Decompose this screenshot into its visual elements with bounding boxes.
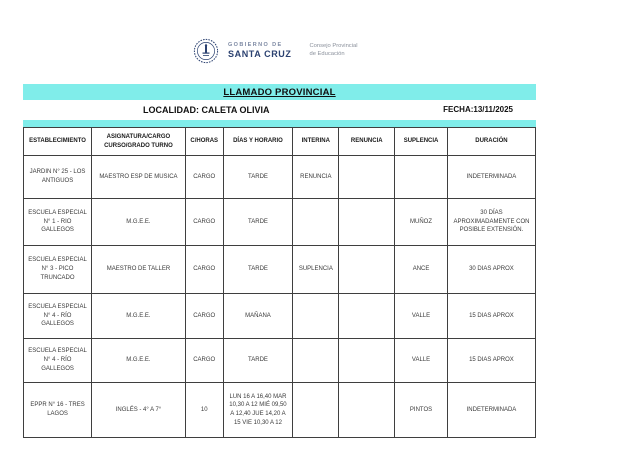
table-cell: 10: [185, 383, 223, 438]
column-header-c-horas: C/HORAS: [185, 128, 223, 156]
table-cell: INDETERMINADA: [447, 383, 535, 438]
column-header-establecimiento: ESTABLECIMIENTO: [24, 128, 92, 156]
table-cell: VALLE: [395, 339, 448, 383]
table-cell: [339, 294, 395, 339]
table-cell: CARGO: [185, 199, 223, 246]
table-cell: [339, 246, 395, 294]
table-cell: [339, 199, 395, 246]
table-cell: MAESTRO ESP DE MUSICA: [92, 156, 186, 199]
table-row: [24, 294, 536, 339]
table-row: [24, 383, 536, 438]
consejo-line1: Consejo Provincial: [309, 43, 358, 50]
table-cell: [293, 339, 339, 383]
table-cell: CARGO: [185, 156, 223, 199]
table-row: [24, 156, 536, 199]
table-cell: TARDE: [223, 199, 293, 246]
column-header-suplencia: SUPLENCIA: [395, 128, 448, 156]
table-cell: ESCUELA ESPECIAL N° 4 - RÍO GALLEGOS: [24, 339, 92, 383]
table-header-row: [24, 128, 536, 156]
subheader-row: [23, 100, 536, 120]
santa-cruz-label: SANTA CRUZ: [228, 49, 292, 60]
table-body: [24, 156, 536, 438]
table-cell: PINTOS: [395, 383, 448, 438]
table-cell: ESCUELA ESPECIAL N° 1 - RIO GALLEGOS: [24, 199, 92, 246]
table-cell: JARDIN N° 25 - LOS ANTIGUOS: [24, 156, 92, 199]
column-header-dias-y-horario: DÍAS Y HORARIO: [223, 128, 293, 156]
table-cell: SUPLENCIA: [293, 246, 339, 294]
table-cell: ESCUELA ESPECIAL N° 4 - RÍO GALLEGOS: [24, 294, 92, 339]
table-cell: [293, 383, 339, 438]
column-header-asignatura-cargo-curso-grado-turno: ASIGNATURA/CARGO CURSO/GRADO TURNO: [92, 128, 186, 156]
table-cell: ESCUELA ESPECIAL N° 3 - PICO TRUNCADO: [24, 246, 92, 294]
table-cell: EPPR N° 16 - TRES LAGOS: [24, 383, 92, 438]
table-cell: [339, 339, 395, 383]
table-cell: [339, 383, 395, 438]
table-cell: [395, 156, 448, 199]
table-cell: TARDE: [223, 156, 293, 199]
table-cell: 15 DIAS APROX: [447, 339, 535, 383]
column-header-renuncia: RENUNCIA: [339, 128, 395, 156]
table-cell: VALLE: [395, 294, 448, 339]
table-cell: LUN 16 A 16,40 MAR 10,30 A 12 MIÉ 09,50 A 12,40 JUE 14,20 A 15 VIE 10,30 A 12: [223, 383, 293, 438]
table-cell: 30 DIAS APROX: [447, 246, 535, 294]
table-cell: 15 DIAS APROX: [447, 294, 535, 339]
column-header-interina: INTERINA: [293, 128, 339, 156]
table-row: [24, 339, 536, 383]
table-cell: MAÑANA: [223, 294, 293, 339]
table-cell: TARDE: [223, 246, 293, 294]
table-cell: M.G.E.E.: [92, 199, 186, 246]
table-cell: CARGO: [185, 294, 223, 339]
title-band: [23, 84, 536, 100]
table-row: [24, 246, 536, 294]
table-row: [24, 199, 536, 246]
table-cell: INDETERMINADA: [447, 156, 535, 199]
table-cell: CARGO: [185, 339, 223, 383]
table-cell: [293, 294, 339, 339]
table-cell: ANCE: [395, 246, 448, 294]
table-cell: [339, 156, 395, 199]
government-logo: [193, 38, 358, 64]
table-cell: TARDE: [223, 339, 293, 383]
table-cell: CARGO: [185, 246, 223, 294]
table-cell: M.G.E.E.: [92, 294, 186, 339]
gobierno-de-label: GOBIERNO DE: [228, 41, 283, 48]
page-title: LLAMADO PROVINCIAL: [223, 86, 336, 98]
santa-cruz-crest-icon: [193, 38, 219, 64]
column-header-duracion: DURACIÓN: [447, 128, 535, 156]
llamado-table: [23, 127, 536, 438]
table-accent-strip: [23, 120, 536, 127]
table-cell: [293, 199, 339, 246]
government-name: [228, 43, 292, 60]
table-cell: M.G.E.E.: [92, 339, 186, 383]
table-cell: 30 DÍAS APROXIMADAMENTE CON POSIBLE EXTENSIÓN.: [447, 199, 535, 246]
localidad-label: LOCALIDAD: CALETA OLIVIA: [143, 105, 270, 115]
consejo-provincial-label: [310, 43, 358, 58]
consejo-line2: de Educación: [309, 51, 345, 57]
fecha-label: FECHA:13/11/2025: [443, 105, 513, 114]
table-cell: MUÑOZ: [395, 199, 448, 246]
table-cell: INGLÉS - 4° A 7°: [92, 383, 186, 438]
table-cell: RENUNCIA: [293, 156, 339, 199]
table-cell: MAESTRO DE TALLER: [92, 246, 186, 294]
